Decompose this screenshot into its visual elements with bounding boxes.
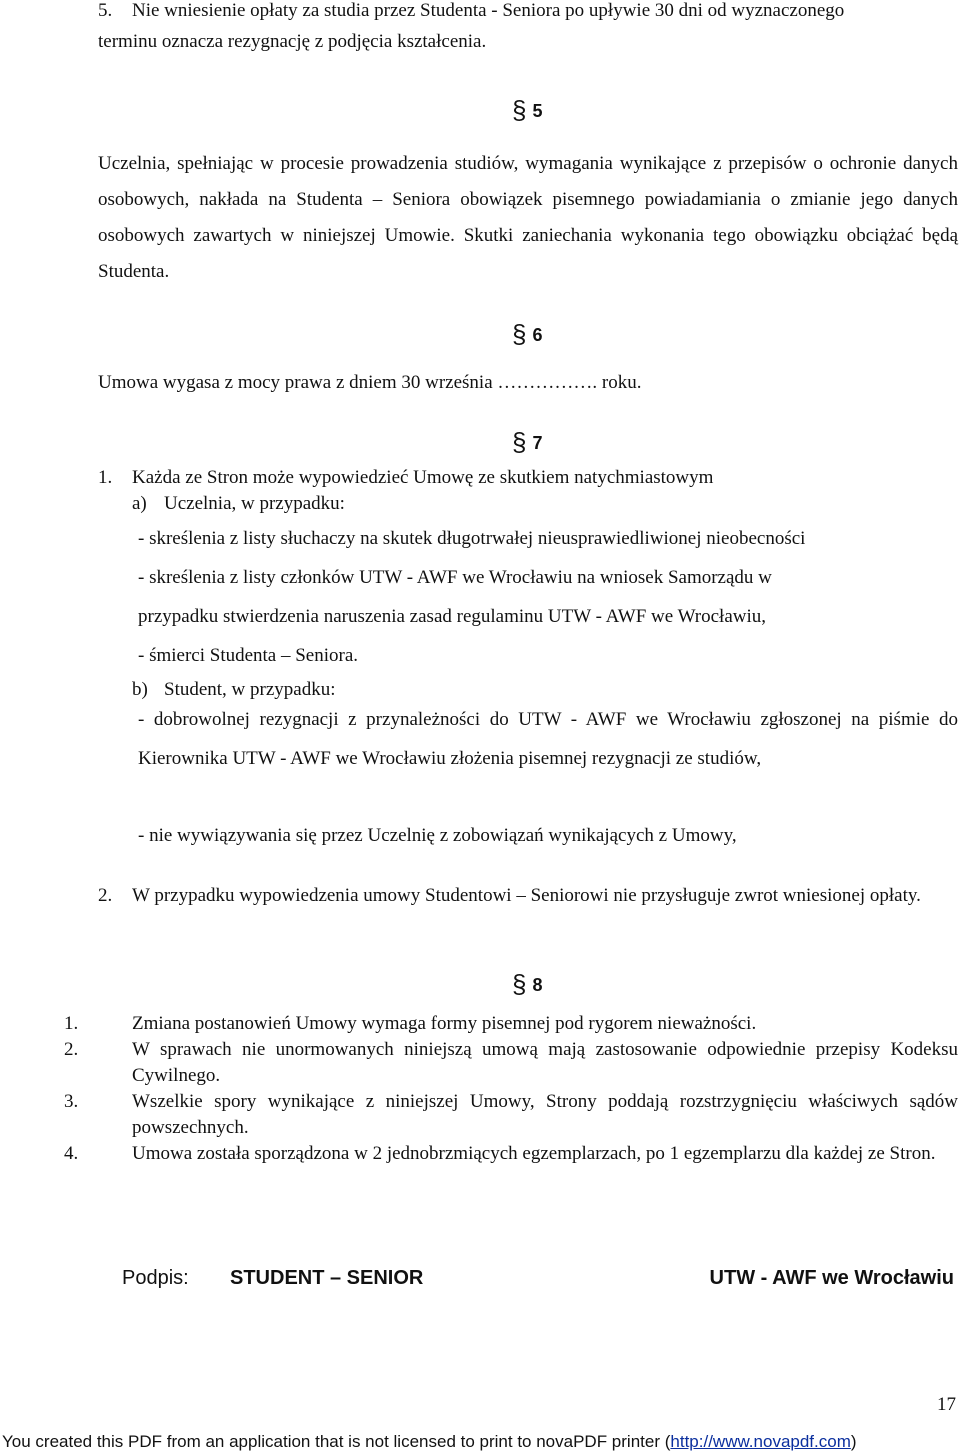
item-number: 4. (64, 1143, 79, 1164)
footer-link[interactable]: http://www.novapdf.com (670, 1432, 851, 1451)
section-symbol: § (512, 969, 527, 999)
item-number: 1. (98, 467, 113, 488)
page-number: 17 (937, 1394, 956, 1415)
section-7-point-b-item-2: - nie wywiązywania się przez Uczelnię z zobowiązań wynikających z Umowy, (138, 825, 737, 846)
item-number: 2. (98, 885, 113, 906)
top-item-line2: terminu oznacza rezygnację z podjęcia kształcenia. (98, 30, 487, 52)
section-7-point-b-item-1: - dobrowolnej rezygnacji z przynależności do UTW - AWF we Wrocławiu zgłoszonej na piśmie do Kierownika UTW - AWF we Wrocławiu złożenia pisemnej rezygnacji ze studiów, (138, 709, 958, 769)
list-item (64, 1037, 958, 1089)
list-item: - skreślenia z listy członków UTW - AWF we Wrocławiu na wniosek Samorządu w (138, 567, 772, 588)
point-text: Student, w przypadku: (164, 679, 336, 700)
item-text: Wszelkie spory wynikające z niniejszej Umowy, Strony poddają rozstrzygnięciu właściwych sądów powszechnych. (132, 1091, 958, 1138)
signature-student (230, 1264, 423, 1292)
list-item (64, 1141, 958, 1167)
section-7-item-1 (98, 465, 958, 492)
section-number: 5 (532, 101, 543, 121)
point-text: Uczelnia, w przypadku: (164, 493, 345, 514)
point-label: b) (132, 679, 148, 700)
section-number: 8 (532, 975, 543, 995)
signature-label: Podpis: (122, 1267, 189, 1289)
section-symbol: § (512, 427, 527, 457)
item-number: 2. (64, 1039, 79, 1060)
top-item-line1: Nie wniesienie opłaty za studia przez Studenta - Seniora po upływie 30 dni od wyznaczonego (132, 0, 845, 21)
point-label: a) (132, 493, 147, 514)
top-item-number: 5. (98, 0, 113, 21)
section-8-heading (512, 966, 542, 1002)
footer-text-before: You created this PDF from an application that is not licensed to print to novaPDF printer ( (2, 1432, 671, 1451)
section-7-point-a (132, 491, 958, 518)
section-8-list (64, 1011, 958, 1167)
item-text: W sprawach nie unormowanych niniejszą umową mają zastosowanie odpowiednie przepisy Kodeksu Cywilnego. (132, 1039, 958, 1086)
section-6-heading (512, 316, 542, 352)
item-text: Każda ze Stron może wypowiedzieć Umowę ze skutkiem natychmiastowym (132, 467, 714, 488)
signature-university-text: UTW - AWF we Wrocławiu (709, 1267, 954, 1289)
list-item (64, 1089, 958, 1141)
list-item: przypadku stwierdzenia naruszenia zasad regulaminu UTW - AWF we Wrocławiu, (138, 606, 767, 627)
list-item: - śmierci Studenta – Seniora. (138, 645, 359, 666)
item-number: 1. (64, 1013, 79, 1034)
section-number: 7 (532, 433, 543, 453)
item-text: W przypadku wypowiedzenia umowy Studentowi – Seniorowi nie przysługuje zwrot wniesionej opłaty. (132, 885, 921, 906)
section-symbol: § (512, 95, 527, 125)
footer-text-after: ) (850, 1432, 857, 1451)
section-5-heading (512, 92, 542, 128)
section-5-text: Uczelnia, spełniając w procesie prowadzenia studiów, wymagania wynikające z przepisów o ochronie danych osobowych, nakłada na Studenta – Seniora obowiązek pisemnego powiadamiania o zmianie jego danych osobowych zawartych w niniejszej Umowie. Skutki zaniechania wykonania tego obowiązku obciążać będą Studenta. (98, 153, 958, 282)
item-text: Zmiana postanowień Umowy wymaga formy pisemnej pod rygorem nieważności. (132, 1013, 757, 1034)
signature-university (710, 1264, 954, 1292)
section-7-item-2 (98, 882, 960, 909)
list-item: - skreślenia z listy słuchaczy na skutek długotrwałej nieusprawiedliwionej nieobecności (138, 528, 806, 549)
footer-notice (2, 1430, 958, 1454)
section-7-heading (512, 424, 542, 460)
section-number: 6 (532, 325, 543, 345)
section-symbol: § (512, 319, 527, 349)
top-item (98, 0, 958, 55)
section-6-text: Umowa wygasa z mocy prawa z dniem 30 września ……………. roku. (98, 372, 642, 393)
signature-student-text: STUDENT – SENIOR (230, 1267, 424, 1289)
item-text: Umowa została sporządzona w 2 jednobrzmiących egzemplarzach, po 1 egzemplarzu dla każdej ze Stron. (132, 1143, 936, 1164)
list-item (64, 1011, 958, 1037)
item-number: 3. (64, 1091, 79, 1112)
section-7-point-a-list (138, 519, 958, 675)
